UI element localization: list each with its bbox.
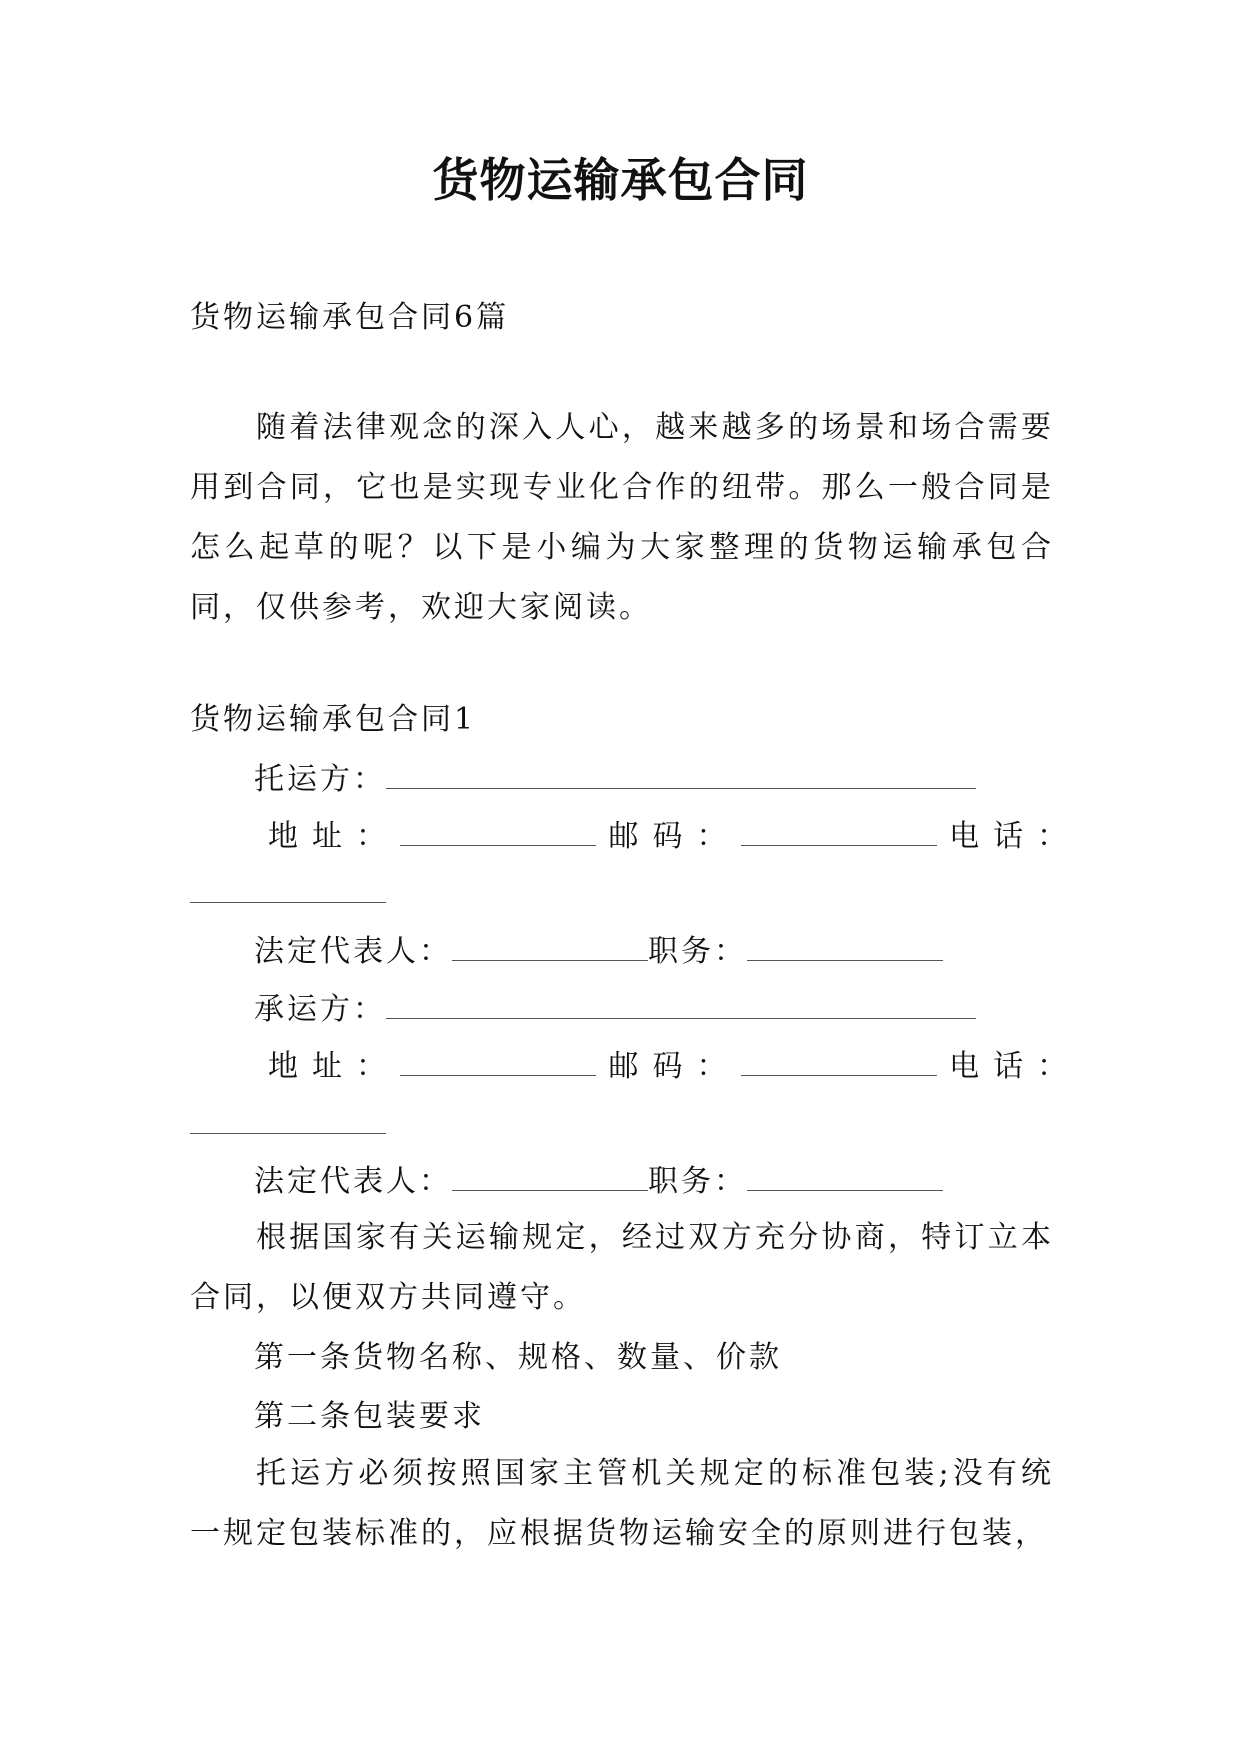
carrier-legal-rep-blank[interactable]: [452, 1160, 648, 1191]
consignor-rep-row: [254, 930, 943, 972]
carrier-postcode-blank[interactable]: [741, 1045, 937, 1076]
section-heading: 货物运输承包合同1: [190, 702, 477, 737]
carrier-position-label: 职务：: [648, 1164, 747, 1199]
article-2-heading: 第二条包装要求: [254, 1399, 485, 1434]
consignor-phone-blank[interactable]: [190, 872, 386, 903]
consignor-position-label: 职务：: [648, 934, 747, 969]
agreement-paragraph: 根据国家有关运输规定，经过双方充分协商，特订立本合同，以便双方共同遵守。: [190, 1220, 1054, 1315]
consignor-address-label: 地址：: [268, 819, 400, 854]
consignor-label: 托运方：: [254, 762, 386, 797]
consignor-postcode-blank[interactable]: [741, 815, 937, 846]
intro-paragraph: 随着法律观念的深入人心，越来越多的场景和场合需要用到合同，它也是实现专业化合作的纽带。那么一般合同是怎么起草的呢？以下是小编为大家整理的货物运输承包合同，仅供参考，欢迎大家阅读。: [190, 410, 1054, 625]
consignor-postcode-label: 邮码：: [608, 819, 741, 854]
carrier-label: 承运方：: [254, 992, 386, 1027]
carrier-position-blank[interactable]: [747, 1160, 943, 1191]
carrier-postcode-label: 邮码：: [608, 1049, 741, 1084]
consignor-address-blank[interactable]: [400, 815, 596, 846]
consignor-legal-rep-blank[interactable]: [452, 930, 648, 961]
carrier-address-blank[interactable]: [400, 1045, 596, 1076]
consignor-blank[interactable]: [386, 758, 976, 789]
carrier-legal-rep-label: 法定代表人：: [254, 1164, 452, 1199]
carrier-rep-row: [254, 1160, 943, 1202]
document-subtitle: 货物运输承包合同6篇: [190, 300, 510, 335]
article-1-heading: 第一条货物名称、规格、数量、价款: [254, 1340, 782, 1375]
carrier-phone-row: [190, 1103, 386, 1145]
consignor-phone-label: 电话：: [949, 819, 1082, 854]
consignor-contact-row: [268, 815, 1081, 857]
packaging-paragraph: 托运方必须按照国家主管机关规定的标准包装;没有统一规定包装标准的，应根据货物运输安全的原则进行包装，: [190, 1456, 1054, 1551]
document-title: 货物运输承包合同: [432, 153, 809, 207]
carrier-contact-row: [268, 1045, 1081, 1087]
carrier-row: [254, 988, 976, 1030]
consignor-phone-row: [190, 872, 386, 914]
consignor-position-blank[interactable]: [747, 930, 943, 961]
consignor-legal-rep-label: 法定代表人：: [254, 934, 452, 969]
carrier-phone-blank[interactable]: [190, 1103, 386, 1134]
consignor-row: [254, 758, 976, 800]
carrier-blank[interactable]: [386, 988, 976, 1019]
carrier-phone-label: 电话：: [949, 1049, 1082, 1084]
carrier-address-label: 地址：: [268, 1049, 400, 1084]
